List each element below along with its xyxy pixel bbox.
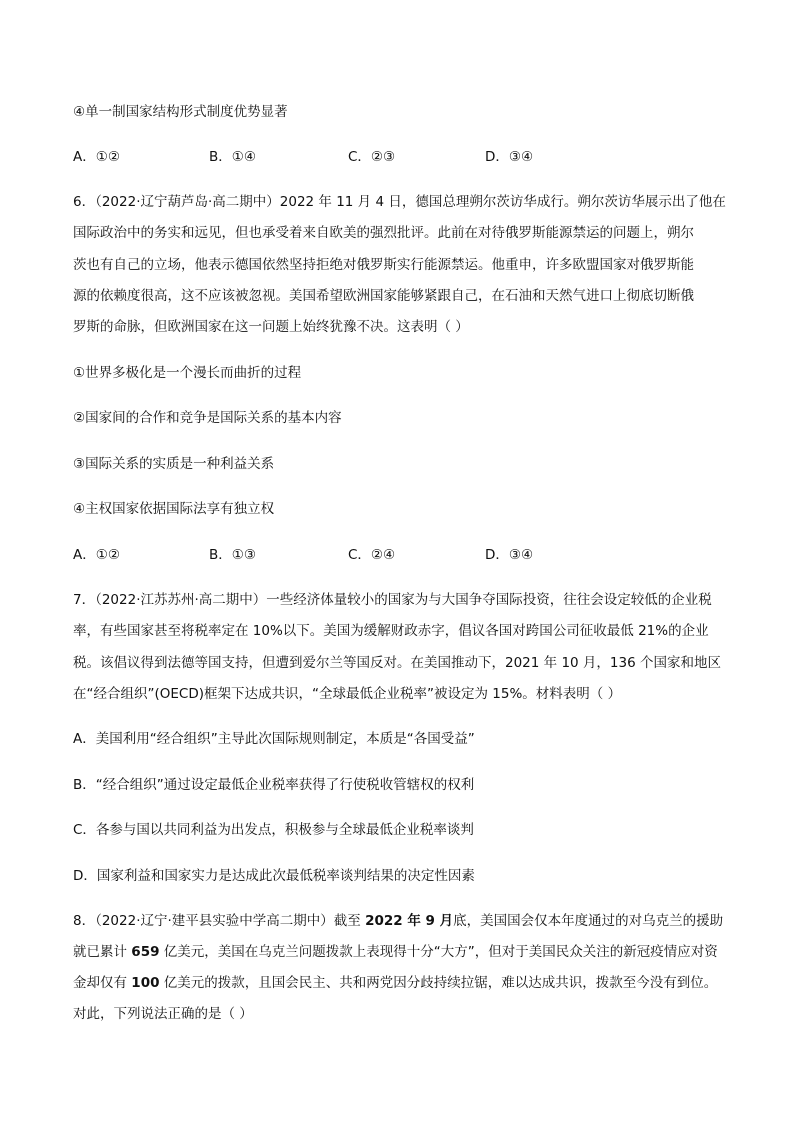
q8-text: 亿美元的拨款，且国会民主、共和两党因分歧持续拉锯，难以达成共识，拨款至今没有到位。 (159, 975, 718, 991)
q6-stem-line: 源的依赖度很高，这不应该被忽视。美国希望欧洲国家能够紧跟自己，在石油和天然气进口上彻底切断俄 (73, 288, 694, 304)
q6-option-a: A．①② (73, 547, 120, 563)
q8-stem-line-2 (73, 942, 718, 962)
q7-option-d: D．国家利益和国家实力是达成此次最低税率谈判结果的决定性因素 (73, 868, 475, 884)
q6-option-b: B．①③ (209, 547, 256, 563)
q8-bold-date: 2022 年 9 月 (365, 913, 454, 929)
q6-stem-line: 茨也有自己的立场，他表示德国依然坚持拒绝对俄罗斯实行能源禁运。他重申，许多欧盟国家对俄罗斯能 (73, 257, 694, 273)
q7-stem-line: 在“经合组织”(OECD)框架下达成共识，“全球最低企业税率”被设定为 15%。材料表明（ ） (73, 686, 622, 702)
q6-statement-3: ③国际关系的实质是一种利益关系 (73, 456, 275, 472)
q8-text: 底，美国国会仅本年度通过的对乌克兰的援助 (453, 913, 724, 929)
q7-option-a: A．美国利用“经合组织”主导此次国际规则制定，本质是“各国受益” (73, 731, 475, 747)
q8-bold-amount: 659 (131, 944, 160, 960)
q6-statement-1: ①世界多极化是一个漫长而曲折的过程 (73, 365, 302, 381)
q8-text: 就已累计 (73, 944, 132, 960)
q7-stem-line: 7．（2022·江苏苏州·高二期中）一些经济体量较小的国家为与大国争夺国际投资，往往会设定较低的企业税 (73, 592, 712, 608)
q8-text: 8．（2022·辽宁·建平县实验中学高二期中）截至 (73, 913, 366, 929)
q5-option-c: C．②③ (348, 149, 396, 165)
q6-stem-line: 罗斯的命脉，但欧洲国家在这一问题上始终犹豫不决。这表明（ ） (73, 319, 469, 335)
q6-option-c: C．②④ (348, 547, 396, 563)
q6-options (73, 545, 753, 565)
q7-option-c: C．各参与国以共同利益为出发点，积极参与全球最低企业税率谈判 (73, 822, 474, 838)
q5-options (73, 147, 753, 167)
q6-stem-line: 国际政治中的务实和远见，但也承受着来自欧美的强烈批评。此前在对待俄罗斯能源禁运的问题上，朔尔 (73, 225, 694, 241)
q8-stem-line-1 (73, 911, 723, 931)
q6-option-d: D．③④ (485, 547, 534, 563)
q5-option-d: D．③④ (485, 149, 534, 165)
q8-text: 亿美元，美国在乌克兰问题拨款上表现得十分“大方”，但对于美国民众关注的新冠疫情应对资 (159, 944, 718, 960)
q5-statement-4: ④单一制国家结构形式制度优势显著 (73, 104, 288, 120)
q7-option-b: B．“经合组织”通过设定最低企业税率获得了行使税收管辖权的权利 (73, 777, 475, 793)
q8-stem-line-3 (73, 973, 717, 993)
q7-stem-line: 税。该倡议得到法德等国支持，但遭到爱尔兰等国反对。在美国推动下，2021 年 10 月，136 个国家和地区 (73, 655, 721, 671)
q6-stem-line: 6．（2022·辽宁葫芦岛·高二期中）2022 年 11 月 4 日，德国总理朔尔茨访华成行。朔尔茨访华展示出了他在 (73, 194, 726, 210)
q8-bold-amount: 100 (131, 975, 160, 991)
q8-stem-line-4: 对此，下列说法正确的是（ ） (73, 1006, 253, 1022)
q5-option-b: B．①④ (209, 149, 256, 165)
q6-statement-2: ②国家间的合作和竞争是国际关系的基本内容 (73, 410, 342, 426)
q5-option-a: A．①② (73, 149, 120, 165)
q7-stem-line: 率，有些国家甚至将税率定在 10%以下。美国为缓解财政赤字，倡议各国对跨国公司征收最低 21%的企业 (73, 623, 709, 639)
q6-statement-4: ④主权国家依据国际法享有独立权 (73, 501, 275, 517)
q8-text: 金却仅有 (73, 975, 132, 991)
